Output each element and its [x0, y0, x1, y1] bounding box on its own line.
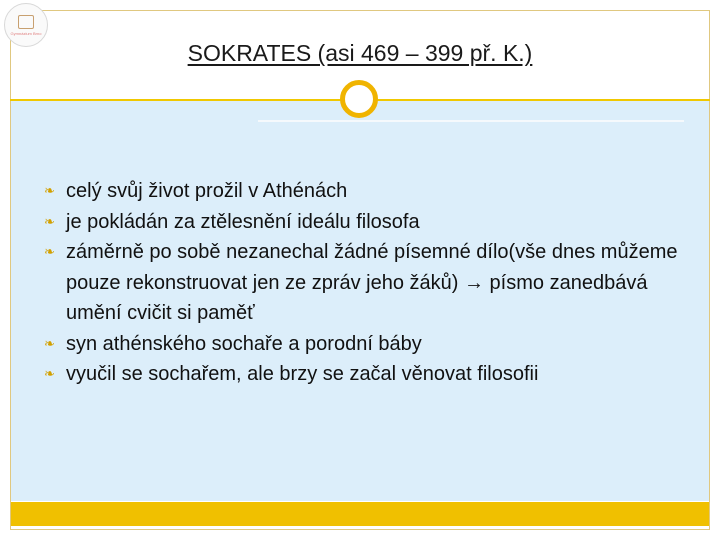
- bullet-icon: ❧: [44, 213, 55, 229]
- footer-bar: [11, 502, 709, 526]
- bullet-list: [44, 176, 684, 390]
- ring-ornament-icon: [340, 80, 378, 118]
- bullet-text: vyučil se sochařem, ale brzy se začal věnovat filosofii: [66, 363, 539, 385]
- school-emblem-icon: [18, 15, 34, 29]
- list-item: [44, 207, 684, 238]
- bullet-icon: ❧: [44, 244, 55, 259]
- list-item: [44, 329, 684, 360]
- bullet-icon: ❧: [44, 335, 55, 351]
- list-item: [44, 176, 684, 207]
- bullet-icon: ❧: [44, 366, 55, 381]
- slide-title: SOKRATES (asi 469 – 399 př. K.): [187, 40, 533, 66]
- bullet-text: záměrně po sobě nezanechal žádné písemné dílo(vše dnes můžeme pouze rekonstruovat jen ze zpráv jeho žáků) → písmo zanedbává umění cvičit si paměť: [66, 241, 678, 324]
- bullet-text: celý svůj život prožil v Athénách: [66, 180, 348, 202]
- decorative-line: [258, 120, 684, 122]
- list-item: [44, 237, 684, 329]
- logo-text: Gymnázium Brno: [10, 30, 42, 36]
- bullet-icon: ❧: [44, 183, 55, 198]
- list-item: [44, 359, 684, 390]
- bullet-text: je pokládán za ztělesnění ideálu filosofa: [66, 210, 420, 233]
- bullet-text: syn athénského sochaře a porodní báby: [66, 332, 422, 355]
